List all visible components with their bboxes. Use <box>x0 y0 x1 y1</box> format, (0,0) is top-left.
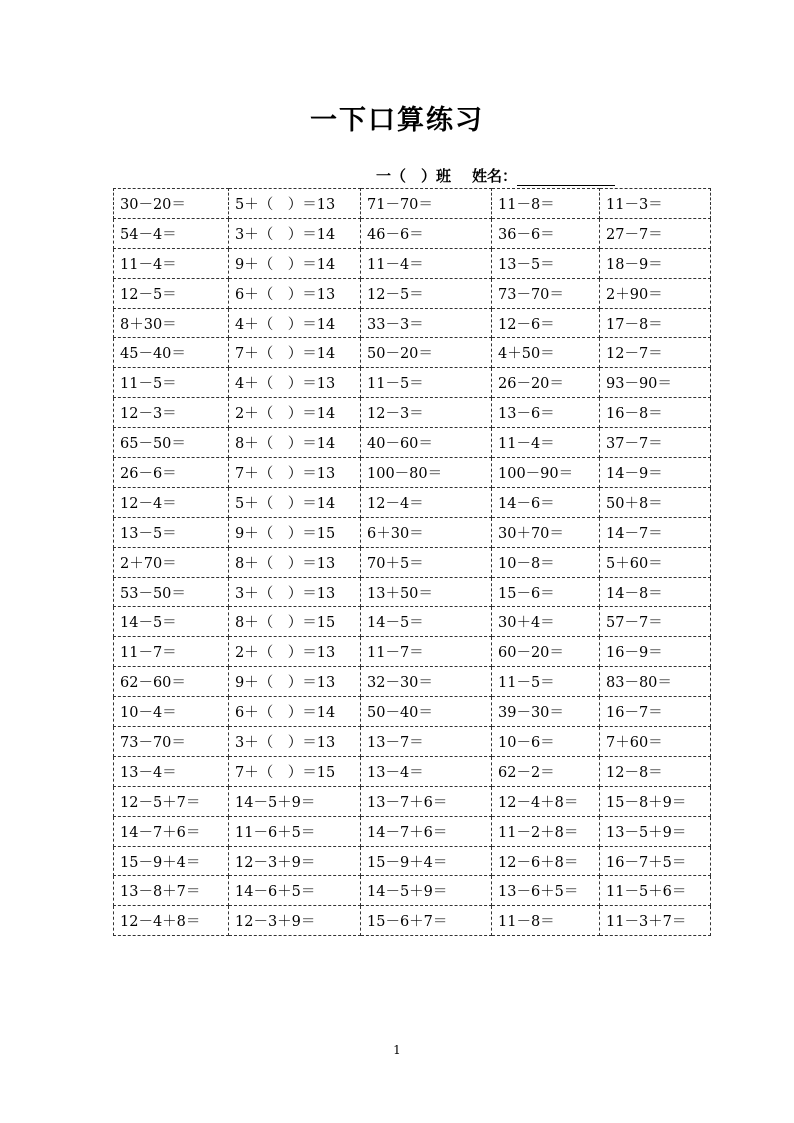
table-row <box>114 667 711 697</box>
exercise-cell: 11－7＝ <box>114 637 229 667</box>
exercise-cell: 8＋（ ）＝13 <box>229 547 361 577</box>
exercise-cell: 18－9＝ <box>600 248 711 278</box>
exercise-cell: 12－4＋8＝ <box>114 906 229 936</box>
exercise-cell: 15－9＋4＝ <box>114 846 229 876</box>
exercise-cell: 12－6＝ <box>492 308 600 338</box>
exercise-cell: 9＋（ ）＝14 <box>229 248 361 278</box>
exercise-cell: 11－4＝ <box>114 248 229 278</box>
exercise-cell: 15－6＋7＝ <box>361 906 492 936</box>
name-blank[interactable] <box>517 171 615 186</box>
exercise-cell: 13－4＝ <box>361 756 492 786</box>
table-row <box>114 398 711 428</box>
exercise-cell: 93－90＝ <box>600 368 711 398</box>
exercise-cell: 62－2＝ <box>492 756 600 786</box>
table-row <box>114 637 711 667</box>
exercise-cell: 14－8＝ <box>600 577 711 607</box>
table-row <box>114 786 711 816</box>
exercise-cell: 12－5＝ <box>361 278 492 308</box>
exercise-cell: 9＋（ ）＝15 <box>229 517 361 547</box>
table-row <box>114 308 711 338</box>
exercise-cell: 11－5＝ <box>492 667 600 697</box>
table-row <box>114 727 711 757</box>
exercise-cell: 12－3＋9＝ <box>229 906 361 936</box>
exercise-cell: 12－4＝ <box>361 487 492 517</box>
exercise-cell: 12－4＋8＝ <box>492 786 600 816</box>
exercise-cell: 14－7＋6＝ <box>114 816 229 846</box>
exercise-cell: 60－20＝ <box>492 637 600 667</box>
exercise-cell: 12－3＝ <box>114 398 229 428</box>
exercise-cell: 83－80＝ <box>600 667 711 697</box>
exercise-cell: 12－3＋9＝ <box>229 846 361 876</box>
exercise-cell: 11－5＋6＝ <box>600 876 711 906</box>
exercise-cell: 11－7＝ <box>361 637 492 667</box>
page-title: 一下口算练习 <box>310 105 484 136</box>
exercise-cell: 26－20＝ <box>492 368 600 398</box>
exercise-cell: 12－8＝ <box>600 756 711 786</box>
exercise-cell: 8＋（ ）＝14 <box>229 428 361 458</box>
exercise-cell: 11－8＝ <box>492 189 600 219</box>
exercise-cell: 39－30＝ <box>492 697 600 727</box>
exercise-cell: 5＋60＝ <box>600 547 711 577</box>
exercise-cell: 10－6＝ <box>492 727 600 757</box>
table-row <box>114 189 711 219</box>
exercise-cell: 14－6＝ <box>492 487 600 517</box>
exercise-cell: 14－9＝ <box>600 458 711 488</box>
exercise-cell: 14－5＝ <box>361 607 492 637</box>
exercise-cell: 11－5＝ <box>361 368 492 398</box>
table-row <box>114 906 711 936</box>
table-row <box>114 846 711 876</box>
exercise-cell: 50－40＝ <box>361 697 492 727</box>
exercise-cell: 12－3＝ <box>361 398 492 428</box>
exercise-cell: 45－40＝ <box>114 338 229 368</box>
exercise-cell: 36－6＝ <box>492 218 600 248</box>
exercise-cell: 11－8＝ <box>492 906 600 936</box>
exercise-cell: 11－2＋8＝ <box>492 816 600 846</box>
table-row <box>114 458 711 488</box>
table-row <box>114 338 711 368</box>
exercise-cell: 4＋（ ）＝14 <box>229 308 361 338</box>
exercise-cell: 12－5＋7＝ <box>114 786 229 816</box>
exercise-cell: 12－7＝ <box>600 338 711 368</box>
exercise-cell: 4＋（ ）＝13 <box>229 368 361 398</box>
exercise-cell: 11－4＝ <box>361 248 492 278</box>
exercise-cell: 40－60＝ <box>361 428 492 458</box>
table-row <box>114 756 711 786</box>
exercise-cell: 12－5＝ <box>114 278 229 308</box>
exercise-cell: 11－4＝ <box>492 428 600 458</box>
exercise-cell: 8＋（ ）＝15 <box>229 607 361 637</box>
exercise-cell: 13－5＋9＝ <box>600 816 711 846</box>
exercise-cell: 13－7＝ <box>361 727 492 757</box>
exercise-cell: 13－6＋5＝ <box>492 876 600 906</box>
exercise-cell: 14－7＝ <box>600 517 711 547</box>
exercise-cell: 100－80＝ <box>361 458 492 488</box>
table-row <box>114 517 711 547</box>
table-row <box>114 248 711 278</box>
exercise-cell: 15－6＝ <box>492 577 600 607</box>
exercise-cell: 11－3＋7＝ <box>600 906 711 936</box>
exercise-cell: 30－20＝ <box>114 189 229 219</box>
exercise-cell: 7＋60＝ <box>600 727 711 757</box>
table-row <box>114 218 711 248</box>
exercise-cell: 2＋90＝ <box>600 278 711 308</box>
exercise-cell: 13＋50＝ <box>361 577 492 607</box>
exercise-cell: 7＋（ ）＝15 <box>229 756 361 786</box>
exercise-table <box>113 188 711 936</box>
exercise-cell: 8＋30＝ <box>114 308 229 338</box>
exercise-cell: 50－20＝ <box>361 338 492 368</box>
table-row <box>114 607 711 637</box>
exercise-cell: 54－4＝ <box>114 218 229 248</box>
exercise-cell: 32－30＝ <box>361 667 492 697</box>
exercise-cell: 3＋（ ）＝13 <box>229 727 361 757</box>
table-row <box>114 816 711 846</box>
exercise-cell: 14－5＝ <box>114 607 229 637</box>
exercise-cell: 11－5＝ <box>114 368 229 398</box>
exercise-cell: 11－6＋5＝ <box>229 816 361 846</box>
table-row <box>114 577 711 607</box>
exercise-cell: 14－5＋9＝ <box>361 876 492 906</box>
exercise-cell: 62－60＝ <box>114 667 229 697</box>
table-row <box>114 697 711 727</box>
exercise-cell: 6＋30＝ <box>361 517 492 547</box>
exercise-cell: 57－7＝ <box>600 607 711 637</box>
exercise-cell: 2＋70＝ <box>114 547 229 577</box>
exercise-cell: 14－6＋5＝ <box>229 876 361 906</box>
exercise-cell: 9＋（ ）＝13 <box>229 667 361 697</box>
exercise-cell: 2＋（ ）＝13 <box>229 637 361 667</box>
exercise-cell: 100－90＝ <box>492 458 600 488</box>
exercise-cell: 70＋5＝ <box>361 547 492 577</box>
exercise-cell: 12－4＝ <box>114 487 229 517</box>
exercise-cell: 15－8＋9＝ <box>600 786 711 816</box>
name-label: 姓名： <box>471 167 517 185</box>
exercise-cell: 73－70＝ <box>492 278 600 308</box>
exercise-cell: 13－6＝ <box>492 398 600 428</box>
exercise-cell: 73－70＝ <box>114 727 229 757</box>
exercise-cell: 30＋4＝ <box>492 607 600 637</box>
exercise-cell: 46－6＝ <box>361 218 492 248</box>
exercise-cell: 12－6＋8＝ <box>492 846 600 876</box>
table-row <box>114 547 711 577</box>
exercise-cell: 10－8＝ <box>492 547 600 577</box>
table-row <box>114 428 711 458</box>
exercise-cell: 7＋（ ）＝13 <box>229 458 361 488</box>
exercise-cell: 16－9＝ <box>600 637 711 667</box>
exercise-cell: 14－7＋6＝ <box>361 816 492 846</box>
exercise-cell: 65－50＝ <box>114 428 229 458</box>
exercise-cell: 71－70＝ <box>361 189 492 219</box>
table-row <box>114 876 711 906</box>
exercise-cell: 5＋（ ）＝13 <box>229 189 361 219</box>
exercise-cell: 30＋70＝ <box>492 517 600 547</box>
exercise-cell: 4＋50＝ <box>492 338 600 368</box>
exercise-cell: 6＋（ ）＝13 <box>229 278 361 308</box>
exercise-cell: 6＋（ ）＝14 <box>229 697 361 727</box>
exercise-cell: 10－4＝ <box>114 697 229 727</box>
exercise-cell: 13－7＋6＝ <box>361 786 492 816</box>
exercise-cell: 16－7＋5＝ <box>600 846 711 876</box>
exercise-cell: 14－5＋9＝ <box>229 786 361 816</box>
exercise-cell: 2＋（ ）＝14 <box>229 398 361 428</box>
student-info-line <box>376 165 615 186</box>
table-row <box>114 487 711 517</box>
exercise-cell: 26－6＝ <box>114 458 229 488</box>
exercise-cell: 13－4＝ <box>114 756 229 786</box>
table-row <box>114 278 711 308</box>
exercise-cell: 13－8＋7＝ <box>114 876 229 906</box>
exercise-cell: 17－8＝ <box>600 308 711 338</box>
exercise-cell: 13－5＝ <box>114 517 229 547</box>
class-label: 一（ ）班 <box>376 167 452 185</box>
exercise-cell: 15－9＋4＝ <box>361 846 492 876</box>
exercise-cell: 16－8＝ <box>600 398 711 428</box>
exercise-cell: 27－7＝ <box>600 218 711 248</box>
exercise-cell: 3＋（ ）＝13 <box>229 577 361 607</box>
exercise-cell: 13－5＝ <box>492 248 600 278</box>
exercise-cell: 11－3＝ <box>600 189 711 219</box>
table-row <box>114 368 711 398</box>
page-number: 1 <box>393 1043 401 1057</box>
exercise-cell: 3＋（ ）＝14 <box>229 218 361 248</box>
exercise-cell: 37－7＝ <box>600 428 711 458</box>
exercise-cell: 33－3＝ <box>361 308 492 338</box>
exercise-cell: 16－7＝ <box>600 697 711 727</box>
exercise-cell: 53－50＝ <box>114 577 229 607</box>
exercise-cell: 7＋（ ）＝14 <box>229 338 361 368</box>
exercise-cell: 50＋8＝ <box>600 487 711 517</box>
exercise-cell: 5＋（ ）＝14 <box>229 487 361 517</box>
